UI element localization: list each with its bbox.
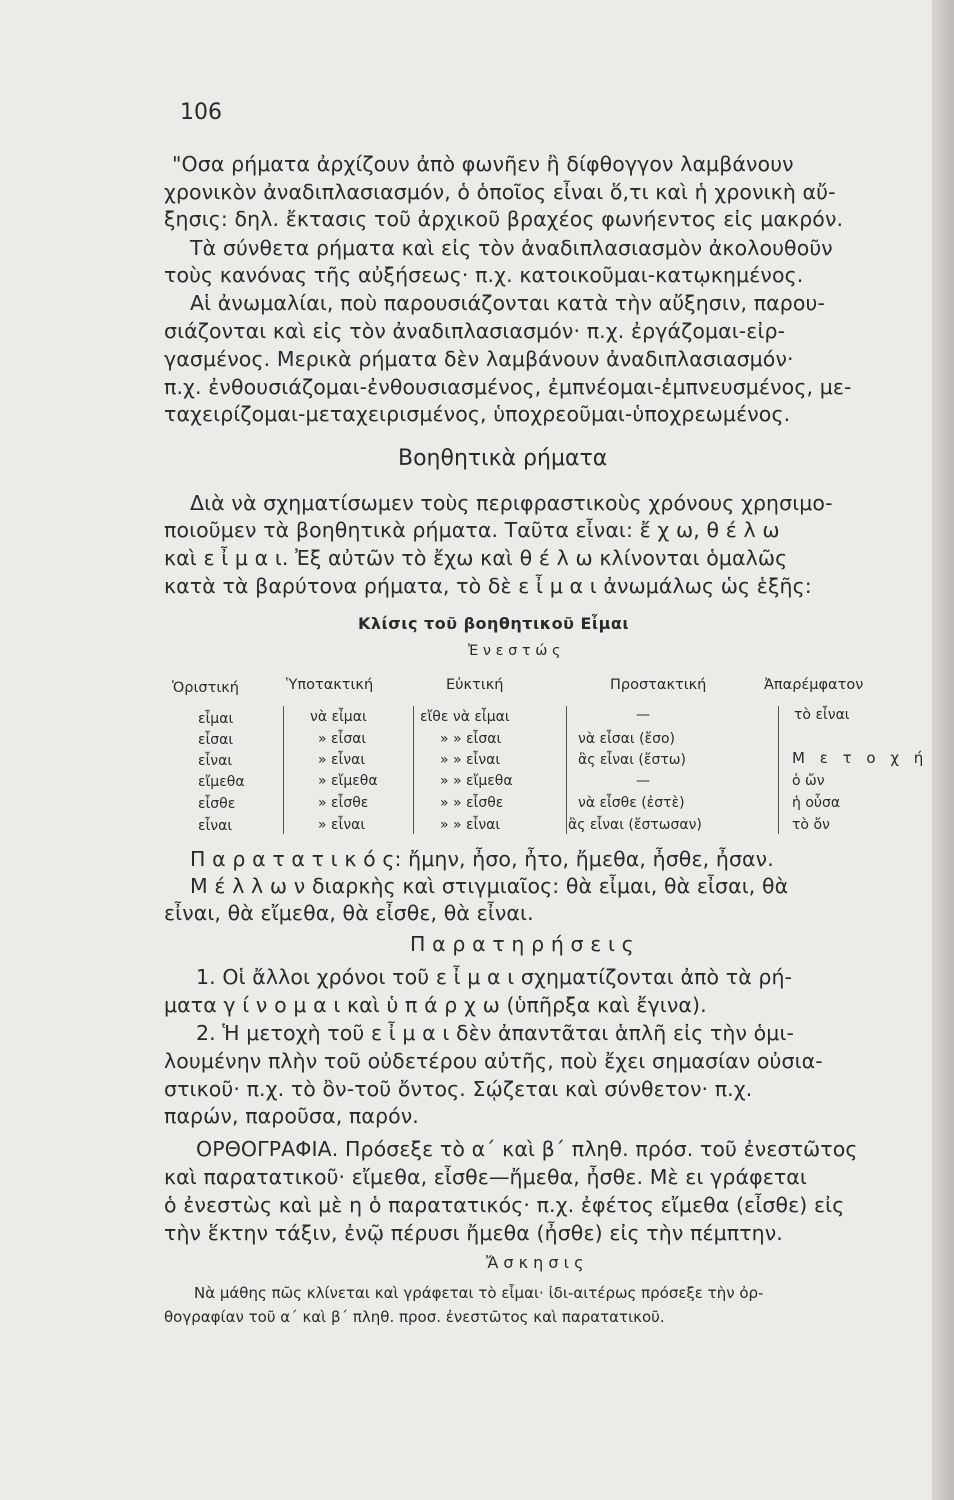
text-line: 1. Οἱ ἄλλοι χρόνοι τοῦ ε ἶ μ α ι σχηματίζονται ἀπὸ τὰ ρή-	[196, 965, 793, 989]
text-line: 2. Ἡ μετοχὴ τοῦ ε ἶ μ α ι δὲν ἀπαντᾶται ἁπλῆ εἰς τὴν ὁμι-	[196, 1021, 794, 1045]
page-edge	[932, 0, 954, 1500]
column-header: Προστακτική	[610, 677, 707, 693]
column-header: Ἀπαρέμφατον	[764, 677, 864, 693]
table-cell: νὰ εἶσθε (ἐστὲ)	[578, 795, 685, 811]
table-cell: τὸ ὄν	[792, 817, 830, 833]
table-cell: —	[636, 707, 650, 723]
table-cell: ἂς εἶναι (ἔστω)	[578, 752, 686, 768]
table-cell: ἡ οὖσα	[792, 795, 841, 811]
text-line: καὶ ε ἶ μ α ι. Ἐξ αὐτῶν τὸ ἔχω καὶ θ έ λ ω κλίνονται ὁμαλῶς	[164, 546, 788, 570]
table-cell: εἶναι	[198, 753, 233, 769]
text-line: σιάζονται καὶ εἰς τὸν ἀναδιπλασιασμόν· π.χ. ἐργάζομαι-εἰρ-	[164, 319, 786, 343]
page-number: 106	[180, 100, 222, 125]
table-cell: νὰ εἶσαι (ἔσο)	[578, 731, 676, 747]
table-cell: » » εἶσαι	[440, 731, 502, 747]
text-line: ΟΡΘΟΓΡΑΦΙΑ. Πρόσεξε τὸ α΄ καὶ β΄ πληθ. πρόσ. τοῦ ἐνεστῶτος	[196, 1137, 858, 1161]
text-line: Αἱ ἀνωμαλίαι, ποὺ παρουσιάζονται κατὰ τὴν αὔξησιν, παρου-	[190, 291, 825, 315]
column-header: Εὐκτική	[446, 677, 504, 693]
table-cell: » εἶσθε	[318, 795, 369, 811]
text-line: γασμένος. Μερικὰ ρήματα δὲν λαμβάνουν ἀναδιπλασιασμόν·	[164, 347, 794, 371]
text-line: ὁ ἐνεστὼς καὶ μὲ η ὁ παρατατικός· π.χ. ἐφέτος εἴμεθα (εἶσθε) εἰς	[164, 1193, 845, 1217]
text-line: ταχειρίζομαι-μεταχειρισμένος, ὑποχρεοῦμαι-ὑποχρεωμένος.	[164, 402, 791, 426]
table-cell: νὰ εἶμαι	[310, 709, 367, 725]
text-line: στικοῦ· π.χ. τὸ ὂν-τοῦ ὄντος. Σῴζεται καὶ σύνθετον· π.χ.	[164, 1077, 753, 1101]
text-line: Π α ρ α τ α τ ι κ ό ς: ἤμην, ἦσο, ἦτο, ἤμεθα, ἦσθε, ἦσαν.	[190, 847, 774, 871]
table-cell: ὁ ὤν	[792, 773, 825, 789]
exercise-heading: Ἄ σ κ η σ ι ς	[486, 1253, 584, 1272]
column-divider	[413, 706, 414, 834]
text-line: θογραφίαν τοῦ α΄ καὶ β΄ πληθ. προσ. ἐνεστῶτος καὶ παρατατικοῦ.	[164, 1308, 665, 1326]
text-line: Τὰ σύνθετα ρήματα καὶ εἰς τὸν ἀναδιπλασιασμὸν ἀκολουθοῦν	[190, 236, 833, 260]
table-cell: ἂς εἶναι (ἔστωσαν)	[568, 817, 702, 833]
table-cell: εἶμαι	[198, 711, 234, 727]
text-line: εἶναι, θὰ εἴμεθα, θὰ εἶσθε, θὰ εἶναι.	[164, 901, 534, 925]
participle-label: Μ ε τ ο χ ή	[792, 749, 929, 767]
text-line: παρών, παροῦσα, παρόν.	[164, 1104, 419, 1128]
text-line: Νὰ μάθης πῶς κλίνεται καὶ γράφεται τὸ εἶμαι· ἰδι-αιτέρως πρόσεξε τὴν ὀρ-	[194, 1284, 764, 1302]
column-divider	[566, 706, 567, 834]
section-heading: Βοηθητικὰ ρήματα	[398, 446, 608, 471]
text-line: Μ έ λ λ ω ν διαρκὴς καὶ στιγμιαῖος: θὰ εἶμαι, θὰ εἶσαι, θὰ	[190, 874, 789, 898]
table-cell: » » εἴμεθα	[440, 773, 513, 789]
text-line: τοὺς κανόνας τῆς αὐξήσεως· π.χ. κατοικοῦμαι-κατῳκημένος.	[164, 263, 804, 287]
column-divider	[283, 706, 284, 834]
column-header: Ὁριστική	[172, 680, 239, 696]
table-cell: εἶσαι	[198, 732, 234, 748]
table-cell: —	[636, 773, 650, 789]
table-cell: » » εἶναι	[440, 817, 501, 833]
table-cell: » εἶσαι	[318, 731, 367, 747]
text-line: Διὰ νὰ σχηματίσωμεν τοὺς περιφραστικοὺς χρόνους χρησιμο-	[190, 491, 833, 515]
table-cell: » εἶναι	[318, 752, 366, 768]
tense-label: Ἐ ν ε σ τ ώ ς	[468, 643, 561, 659]
table-cell: εἶναι	[198, 818, 233, 834]
text-line: λουμένην πλὴν τοῦ οὐδετέρου αὐτῆς, ποὺ ἔχει σημασίαν οὐσια-	[164, 1049, 823, 1073]
column-divider	[778, 706, 779, 834]
observations-heading: Π α ρ α τ η ρ ή σ ε ι ς	[410, 932, 634, 956]
table-cell: εἴθε νὰ εἶμαι	[420, 709, 510, 725]
column-header: Ὑποτακτική	[286, 677, 374, 693]
text-line: χρονικὸν ἀναδιπλασιασμόν, ὁ ὁποῖος εἶναι ὅ,τι καὶ ἡ χρονικὴ αὔ-	[164, 180, 836, 204]
text-line: καὶ παρατατικοῦ· εἴμεθα, εἶσθε—ἤμεθα, ἦσθε. Μὲ ει γράφεται	[164, 1165, 807, 1189]
text-line: "Οσα ρήματα ἀρχίζουν ἀπὸ φωνῆεν ἢ δίφθογγον λαμβάνουν	[172, 152, 794, 176]
text-line: κατὰ τὰ βαρύτονα ρήματα, τὸ δὲ ε ἶ μ α ι ἀνωμάλως ὡς ἑξῆς:	[164, 574, 812, 598]
text-line: ποιοῦμεν τὰ βοηθητικὰ ρήματα. Ταῦτα εἶναι: ἔ χ ω, θ έ λ ω	[164, 518, 780, 542]
table-cell: » εἴμεθα	[318, 773, 378, 789]
table-cell: εἶσθε	[198, 796, 236, 812]
table-title: Κλίσις τοῦ βοηθητικοῦ Εἶμαι	[358, 614, 630, 633]
table-cell: εἴμεθα	[198, 774, 245, 790]
text-line: π.χ. ἐνθουσιάζομαι-ἐνθουσιασμένος, ἐμπνέομαι-ἐμπνευσμένος, με-	[164, 375, 852, 399]
table-cell: » » εἶσθε	[440, 795, 504, 811]
table-cell: » εἶναι	[318, 817, 366, 833]
text-line: ξησις: δηλ. ἔκτασις τοῦ ἀρχικοῦ βραχέος φωνήεντος εἰς μακρόν.	[164, 207, 844, 231]
table-cell: » » εἶναι	[440, 752, 501, 768]
text-line: τὴν ἕκτην τάξιν, ἐνῷ πέρυσι ἤμεθα (ἦσθε) εἰς τὴν πέμπτην.	[164, 1221, 783, 1245]
text-line: ματα γ ί ν ο μ α ι καὶ ὑ π ά ρ χ ω (ὑπῆρξα καὶ ἔγινα).	[164, 993, 707, 1017]
table-cell: τὸ εἶναι	[794, 707, 850, 723]
